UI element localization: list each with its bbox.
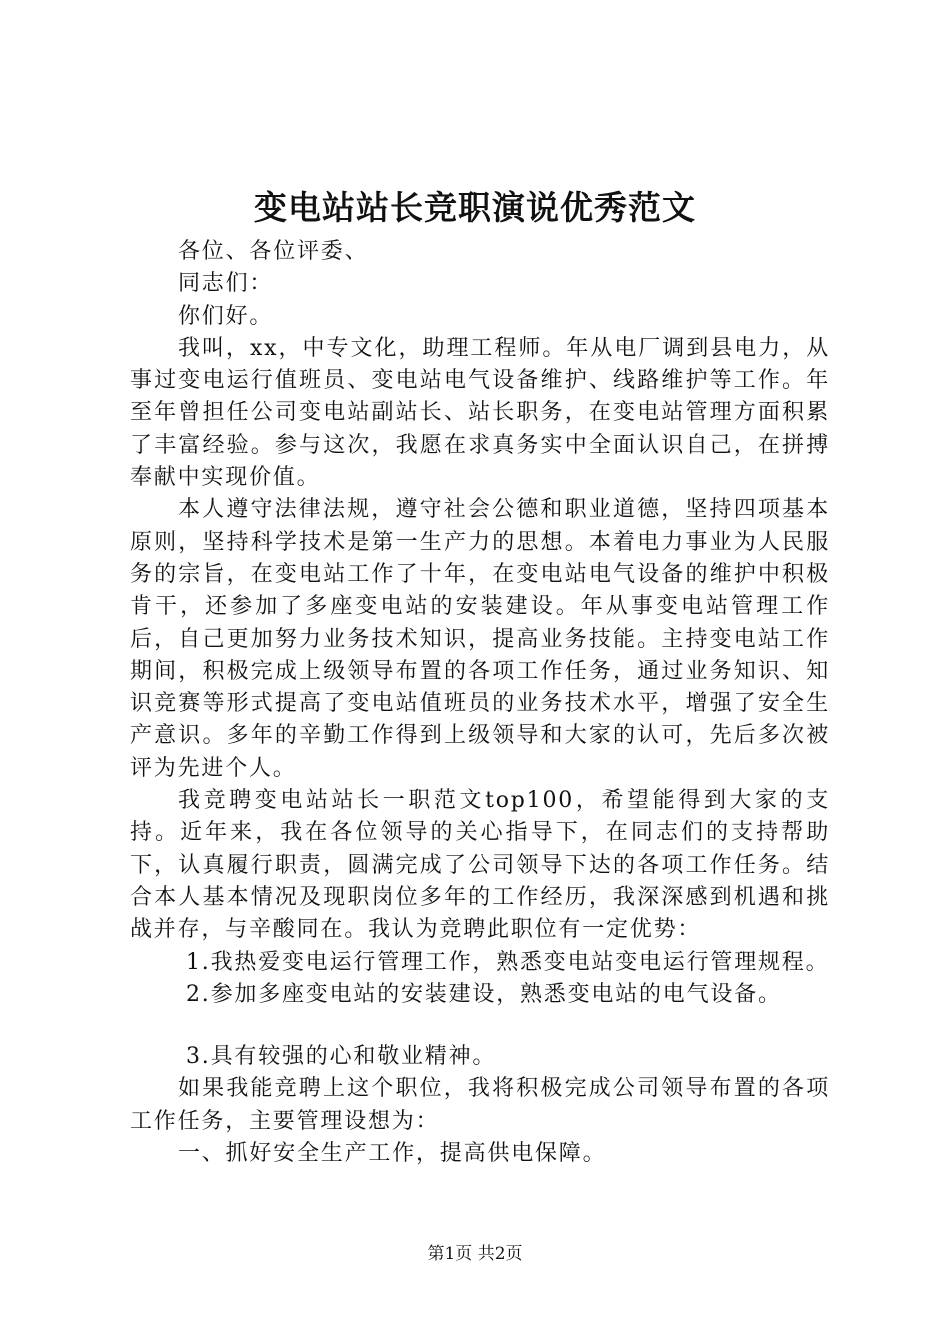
paragraph-plan-1: 一、抓好安全生产工作，提高供电保障。 [178,1141,607,1167]
document-body [130,236,830,1170]
page-number-footer: 第1页 共2页 [427,1244,523,1264]
paragraph-greeting-comrades: 同志们： [178,271,274,297]
list-item-advantage-2: 2.参加多座变电站的安装建设，熟悉变电站的电气设备。 [186,981,782,1007]
paragraph-candidacy: 我竞聘变电站站长一职范文top100，希望能得到大家的支持。近年来，我在各位领导的关心指导下，在同志们的支持帮助下，认真履行职责，圆满完成了公司领导下达的各项工作任务。结合本人基本情况及现职岗位多年的工作经历，我深深感到机遇和挑战并存，与辛酸同在。我认为竞聘此职位有一定优势： [130,788,830,943]
paragraph-greeting: 各位、各位评委、 [178,239,369,264]
list-item-advantage-3: 3.具有较强的心和敬业精神。 [186,1044,497,1070]
paragraph-experience: 本人遵守法律法规，遵守社会公德和职业道德，坚持四项基本原则，坚持科学技术是第一生产力的思想。本着电力事业为人民服务的宗旨，在变电站工作了十年，在变电站电气设备的维护中积极肯干，还参加了多座变电站的安装建设。年从事变电站管理工作后，自己更加努力业务技术知识，提高业务技能。主持变电站工作期间，积极完成上级领导布置的各项工作任务，通过业务知识、知识竞赛等形式提高了变电站值班员的业务技术水平，增强了安全生产意识。多年的辛勤工作得到上级领导和大家的认可，先后多次被评为先进个人。 [130,497,830,781]
paragraph-plan-intro: 如果我能竞聘上这个职位，我将积极完成公司领导布置的各项工作任务，主要管理设想为： [130,1076,830,1134]
list-item-advantage-1: 1.我热爱变电运行管理工作，熟悉变电站变电运行管理规程。 [186,949,830,975]
document-title: 变电站站长竞职演说优秀范文 [254,188,696,227]
paragraph-introduction: 我叫，xx，中专文化，助理工程师。年从电厂调到县电力，从事过变电运行值班员、变电站电气设备维护、线路维护等工作。年至年曾担任公司变电站副站长、站长职务，在变电站管理方面积累了丰富经验。参与这次，我愿在求真务实中全面认识自己，在拼搏奉献中实现价值。 [130,335,830,491]
paragraph-hello: 你们好。 [178,303,274,329]
